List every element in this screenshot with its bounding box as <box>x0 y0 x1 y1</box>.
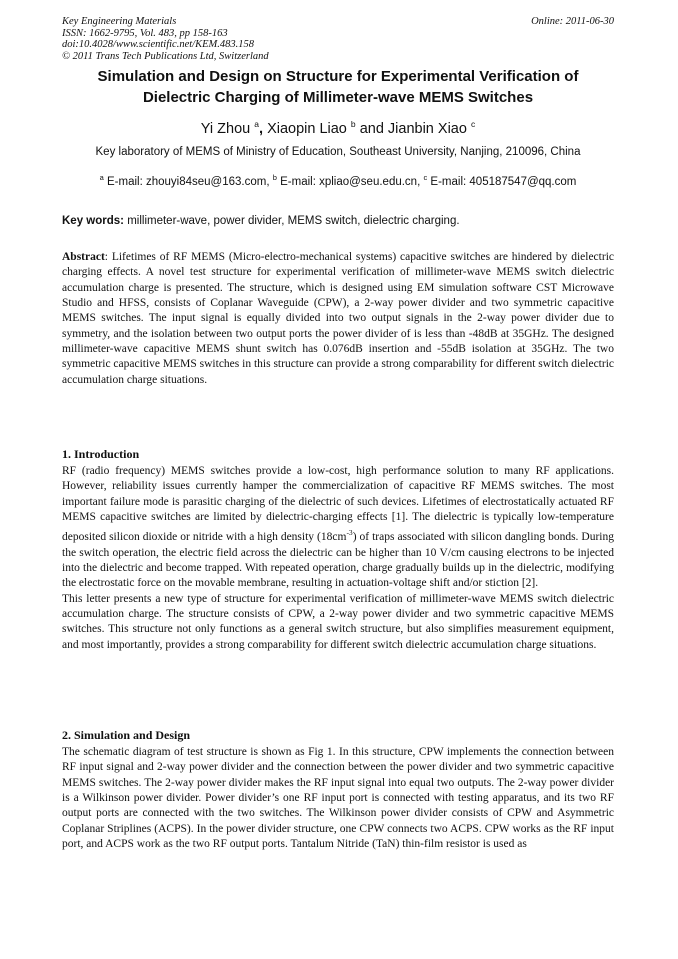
email-c-mark: c <box>423 173 428 182</box>
section-1-paragraph-1 <box>62 464 614 592</box>
paper-title <box>62 66 614 108</box>
author-1: Yi Zhou <box>200 120 251 137</box>
abstract-text: : Lifetimes of RF MEMS (Micro-electro-mechanical systems) capacitive switches are hindered by dielectric charging effects. A novel test structure for experimental verification of millimeter-wave MEMS switch dielectric accumulation charge is presented. The structure, which is designed using EM simulation software CST Microwave Studio and HFSS, consists of Coplanar Waveguide (CPW), a 2-way power divider and two symmetric capacitive MEMS switches. The input signal is equally divided into two output signals in the 2-way power divider due to symmetry, and the isolation between two output ports the power divider of is less than -48dB at 35GHz. The designed millimeter-wave capacitive MEMS shunt switch has 0.076dB insertion and -55dB isolation at 35GHz. The two symmetric capacitive MEMS switches in this structure can provide a strong comparability for different switch dielectric accumulation charge situations. <box>62 251 614 386</box>
section-1-p1-superscript: -3 <box>346 528 353 538</box>
section-simulation-design <box>62 727 614 852</box>
author-emails <box>62 173 614 188</box>
email-c: E-mail: 405187547@qq.com <box>430 175 577 188</box>
keywords-text: millimeter-wave, power divider, MEMS switch, dielectric charging. <box>127 215 460 227</box>
author-2-affil-mark: b <box>350 119 356 129</box>
author-and: and <box>359 120 384 137</box>
online-date: Online: 2011-06-30 <box>531 16 614 27</box>
issn-line: ISSN: 1662-9795, Vol. 483, pp 158-163 <box>62 27 228 39</box>
section-1-title: 1. Introduction <box>62 447 140 461</box>
author-3: Jianbin Xiao <box>387 120 467 137</box>
author-3-affil-mark: c <box>470 119 476 129</box>
keywords <box>62 215 614 227</box>
author-list <box>62 119 614 137</box>
title-line-2: Dielectric Charging of Millimeter-wave MEMS Switches <box>142 89 534 106</box>
affiliation: Key laboratory of MEMS of Ministry of Education, Southeast University, Nanjing, 210096, China <box>95 146 581 158</box>
email-b-mark: b <box>272 173 277 182</box>
section-1-p1-text-b: ) of traps associated with silicon dangling bonds. During the switch operation, the electric field across the dielectric can be higher than 10 V/cm causing electrons to be injected into the dielectric and become trapped. With repeated operation, charge gradually builds up in the dielectric, modifying the electrostatic force on the movable membrane, resulting in actuation-voltage shift and/or stiction [2]. <box>62 531 614 590</box>
section-2-title: 2. Simulation and Design <box>62 728 191 742</box>
email-b: E-mail: xpliao@seu.edu.cn, <box>280 175 421 188</box>
section-introduction <box>62 446 614 653</box>
title-line-1: Simulation and Design on Structure for Experimental Verification of <box>97 68 579 85</box>
section-2-paragraph-1: The schematic diagram of test structure is shown as Fig 1. In this structure, CPW implements the connection between RF input signal and 2-way power divider and the connection between the power divider and two symmetric capacitive MEMS switches. The 2-way power divider makes the RF input signal into equal two outputs. The 2-way power divider is a Wilkinson power divider. Power divider’s one RF input port is connected with testing apparatus, and its two RF output ports are connected with the two switches. The Wilkinson power divider consists of CPW and Asymmetric Coplanar Striplines (ACPS). In the power divider structure, one CPW connects two ACPS. CPW works as the RF input port, and ACPS work as the two RF output ports. Tantalum Nitride (TaN) thin-film resistor is used as <box>62 746 614 851</box>
author-1-affil-mark: a <box>254 119 259 129</box>
doi-line: doi:10.4028/www.scientific.net/KEM.483.158 <box>62 39 254 50</box>
abstract <box>62 250 614 388</box>
author-2: Xiaopin Liao <box>267 120 347 137</box>
email-a: E-mail: zhouyi84seu@163.com, <box>107 175 270 188</box>
keywords-label: Key words: <box>62 215 124 227</box>
email-a-mark: a <box>99 173 104 182</box>
copyright-line: © 2011 Trans Tech Publications Ltd, Switzerland <box>62 50 269 62</box>
abstract-label: Abstract <box>62 251 105 263</box>
section-1-p1-text-a: RF (radio frequency) MEMS switches provide a low-cost, high performance solution to many RF applications. However, reliability issues currently hamper the commercialization of capacitive RF MEMS switches. The most important failure mode is parasitic charging of the dielectric of such devices. Lifetimes of electrostatically actuated RF MEMS capacitive switches are limited by dielectric-charging effects [1]. The dielectric is typically low-temperature deposited silicon dioxide or nitride with a high density (18cm <box>62 465 614 544</box>
running-header <box>62 16 614 62</box>
journal-name: Key Engineering Materials <box>62 16 177 27</box>
section-1-paragraph-2: This letter presents a new type of structure for experimental verification of millimeter-wave MEMS switch dielectric accumulation charge. The structure consists of CPW, a 2-way power divider and two symmetric capacitive MEMS switches. This structure not only functions as a general switch structure, but also simplifies measurement equipment, and most importantly, provides a strong comparability for different switch dielectric accumulation charge situations. <box>62 592 614 651</box>
author-separator: , <box>259 120 264 137</box>
